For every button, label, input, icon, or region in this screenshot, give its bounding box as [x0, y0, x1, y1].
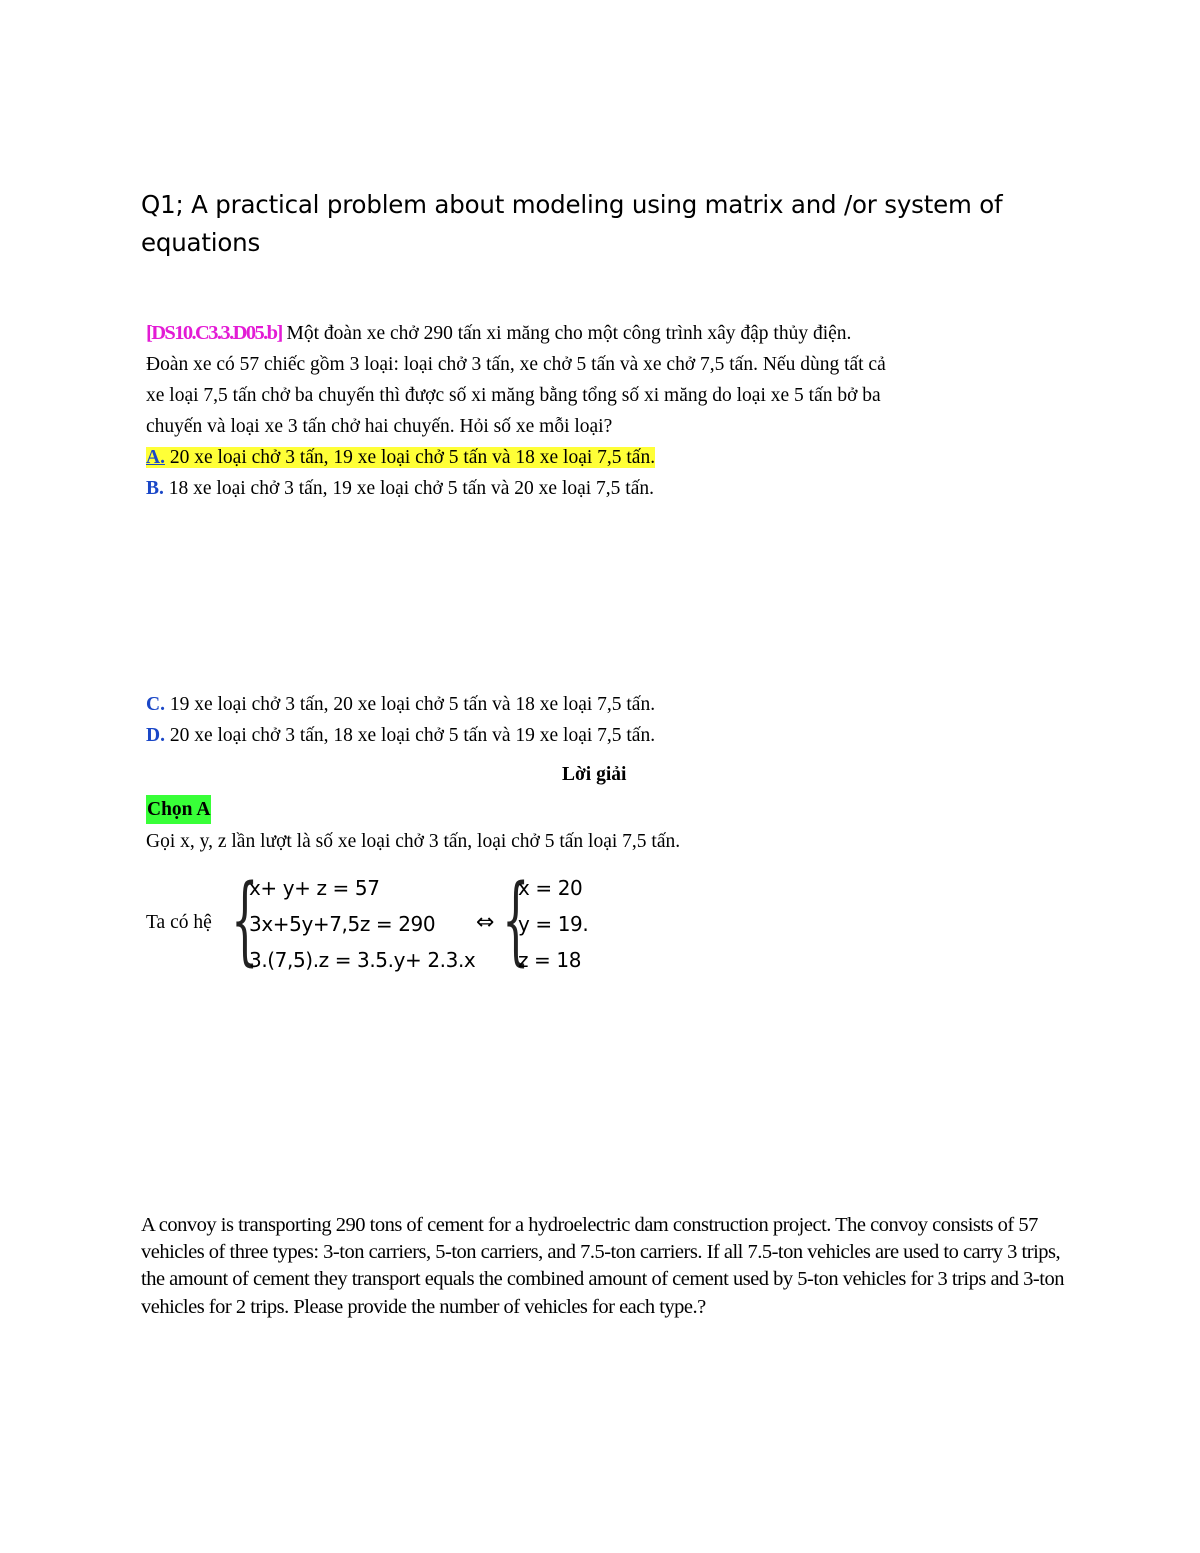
system-left — [249, 870, 475, 978]
system-right — [518, 870, 588, 978]
question-heading: Q1; A practical problem about modeling using matrix and /or system of equations — [141, 190, 1003, 257]
option-d — [146, 720, 655, 751]
system-left-eq-3: 3.(7,5).z = 3.5.y+ 2.3.x — [249, 948, 476, 972]
system-right-eq-1: x = 20 — [518, 876, 583, 900]
right-brace-icon: { — [502, 864, 530, 976]
option-a-highlight — [146, 447, 655, 468]
problem-line-1-text: Một đoàn xe chở 290 tấn xi măng cho một công trình xây đập thủy điện. — [281, 323, 852, 344]
problem-statement — [146, 318, 1046, 504]
option-b-text: 18 xe loại chở 3 tấn, 19 xe loại chở 5 tấn và 20 xe loại 7,5 tấn. — [163, 478, 655, 499]
problem-line-3: xe loại 7,5 tấn chở ba chuyến thì được số xi măng bằng tổng số xi măng do loại xe 5 tấn bở ba — [146, 385, 881, 406]
system-label: Ta có hệ — [146, 912, 212, 933]
chosen-answer: Chọn A — [146, 795, 211, 824]
system-right-eq-2: y = 19. — [518, 912, 589, 936]
option-a-text: 20 xe loại chở 3 tấn, 19 xe loại chở 5 tấn và 18 xe loại 7,5 tấn. — [164, 447, 656, 468]
options-continued — [146, 689, 655, 751]
solution-intro: Gọi x, y, z lần lượt là số xe loại chở 3 tấn, loại chở 5 tấn loại 7,5 tấn. — [146, 831, 681, 852]
problem-line-4: chuyến và loại xe 3 tấn chở hai chuyến. Hỏi số xe mỗi loại? — [146, 416, 613, 437]
equivalence-icon: ⇔ — [476, 910, 495, 935]
solution-title: Lời giải — [562, 764, 627, 785]
option-c — [146, 689, 655, 720]
english-translation: A convoy is transporting 290 tons of cement for a hydroelectric dam construction project. The convoy consists of 57 vehicles of three types: 3-ton carriers, 5-ton carriers, and 7.5-ton carriers. If all 7.5-ton vehicles are used to carry 3 trips, the amount of cement they transport equals the combined amount of cement used by 5-ton vehicles for 3 trips and 3-ton vehicles for 2 trips. Please provide the number of vehicles for each type.? — [141, 1214, 1064, 1318]
problem-line-1 — [146, 318, 1046, 349]
option-d-letter: D. — [146, 725, 165, 746]
option-a-letter: A. — [146, 447, 165, 468]
option-b — [146, 473, 1046, 504]
option-c-letter: C. — [146, 694, 165, 715]
option-c-text: 19 xe loại chở 3 tấn, 20 xe loại chở 5 tấn và 18 xe loại 7,5 tấn. — [164, 694, 656, 715]
problem-tag: [DS10.C3.3.D05.b] — [146, 322, 282, 344]
option-a — [146, 442, 1046, 473]
left-brace-icon: { — [231, 864, 259, 976]
system-left-eq-2: 3x+5y+7,5z = 290 — [249, 912, 436, 936]
system-left-eq-1: x+ y+ z = 57 — [249, 876, 380, 900]
problem-line-2: Đoàn xe có 57 chiếc gồm 3 loại: loại chở 3 tấn, xe chở 5 tấn và xe chở 7,5 tấn. Nếu dùng tất cả — [146, 354, 886, 375]
option-b-letter: B. — [146, 478, 164, 499]
option-d-text: 20 xe loại chở 3 tấn, 18 xe loại chở 5 tấn và 19 xe loại 7,5 tấn. — [164, 725, 656, 746]
system-right-eq-3: z = 18 — [518, 948, 582, 972]
